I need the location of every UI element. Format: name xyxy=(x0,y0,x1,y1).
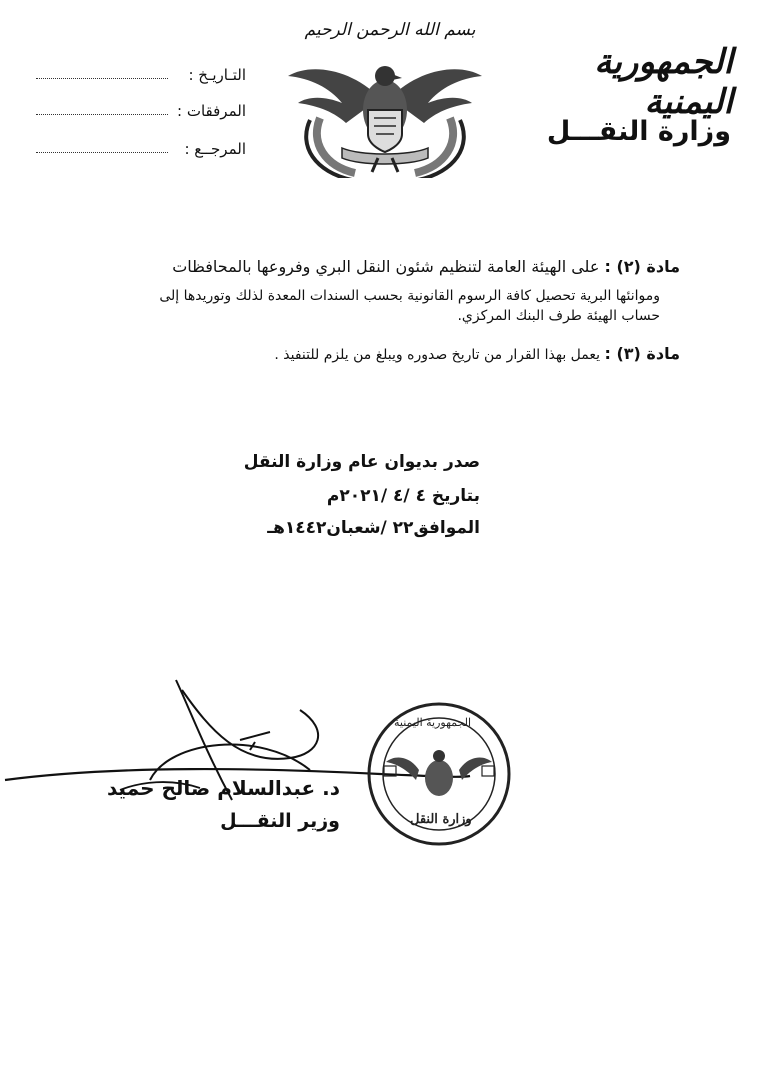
article-3-text: يعمل بهذا القرار من تاريخ صدوره ويبلغ من يلزم للتنفيذ . xyxy=(274,347,601,363)
article-2-title: مادة (٢) : xyxy=(604,257,680,276)
date-line xyxy=(36,78,168,79)
article-2-line-1 xyxy=(100,252,680,282)
stamp-top-text: الجمهورية اليمنية xyxy=(394,716,472,729)
country-name: الجمهورية اليمنية xyxy=(594,42,733,122)
article-2-text-2: وموانئها البرية تحصيل كافة الرسوم القانونية بحسب السندات المعدة لذلك وتوريدها إلى xyxy=(159,288,660,304)
article-2-text-3: حساب الهيئة طرف البنك المركزي. xyxy=(457,308,660,324)
national-emblem xyxy=(280,48,490,178)
issue-date-gregorian: بتاريخ ٤ /٤ /٢٠٢١م xyxy=(326,486,480,506)
issue-date-hijri: الموافق٢٢ /شعبان١٤٤٢هـ xyxy=(267,518,480,538)
date-field xyxy=(36,66,246,90)
ministry-name: وزارة النقـــل xyxy=(546,116,731,147)
basmala: بسم الله الرحمن الرحيم xyxy=(304,20,476,40)
article-2-text-1: على الهيئة العامة لتنظيم شئون النقل البري وفروعها بالمحافظات xyxy=(172,257,600,276)
stamp-bottom-text: وزارة النقل xyxy=(410,812,472,827)
article-3-title: مادة (٣) : xyxy=(604,344,680,363)
reference-line xyxy=(36,152,168,153)
issued-at: صدر بديوان عام وزارة النقل xyxy=(243,452,480,472)
signer-name: د. عبدالسلام صالح حميد xyxy=(107,776,340,800)
attachments-line xyxy=(36,114,168,115)
reference-label: المرجــع : xyxy=(184,140,246,158)
reference-field xyxy=(36,140,246,164)
article-2-continuation xyxy=(100,286,660,326)
attachments-field xyxy=(36,102,246,126)
attachments-label: المرفقات : xyxy=(177,102,246,120)
date-label: التـاريـخ : xyxy=(188,66,246,84)
article-3 xyxy=(100,342,680,367)
signer-title: وزير النقـــل xyxy=(220,810,340,832)
